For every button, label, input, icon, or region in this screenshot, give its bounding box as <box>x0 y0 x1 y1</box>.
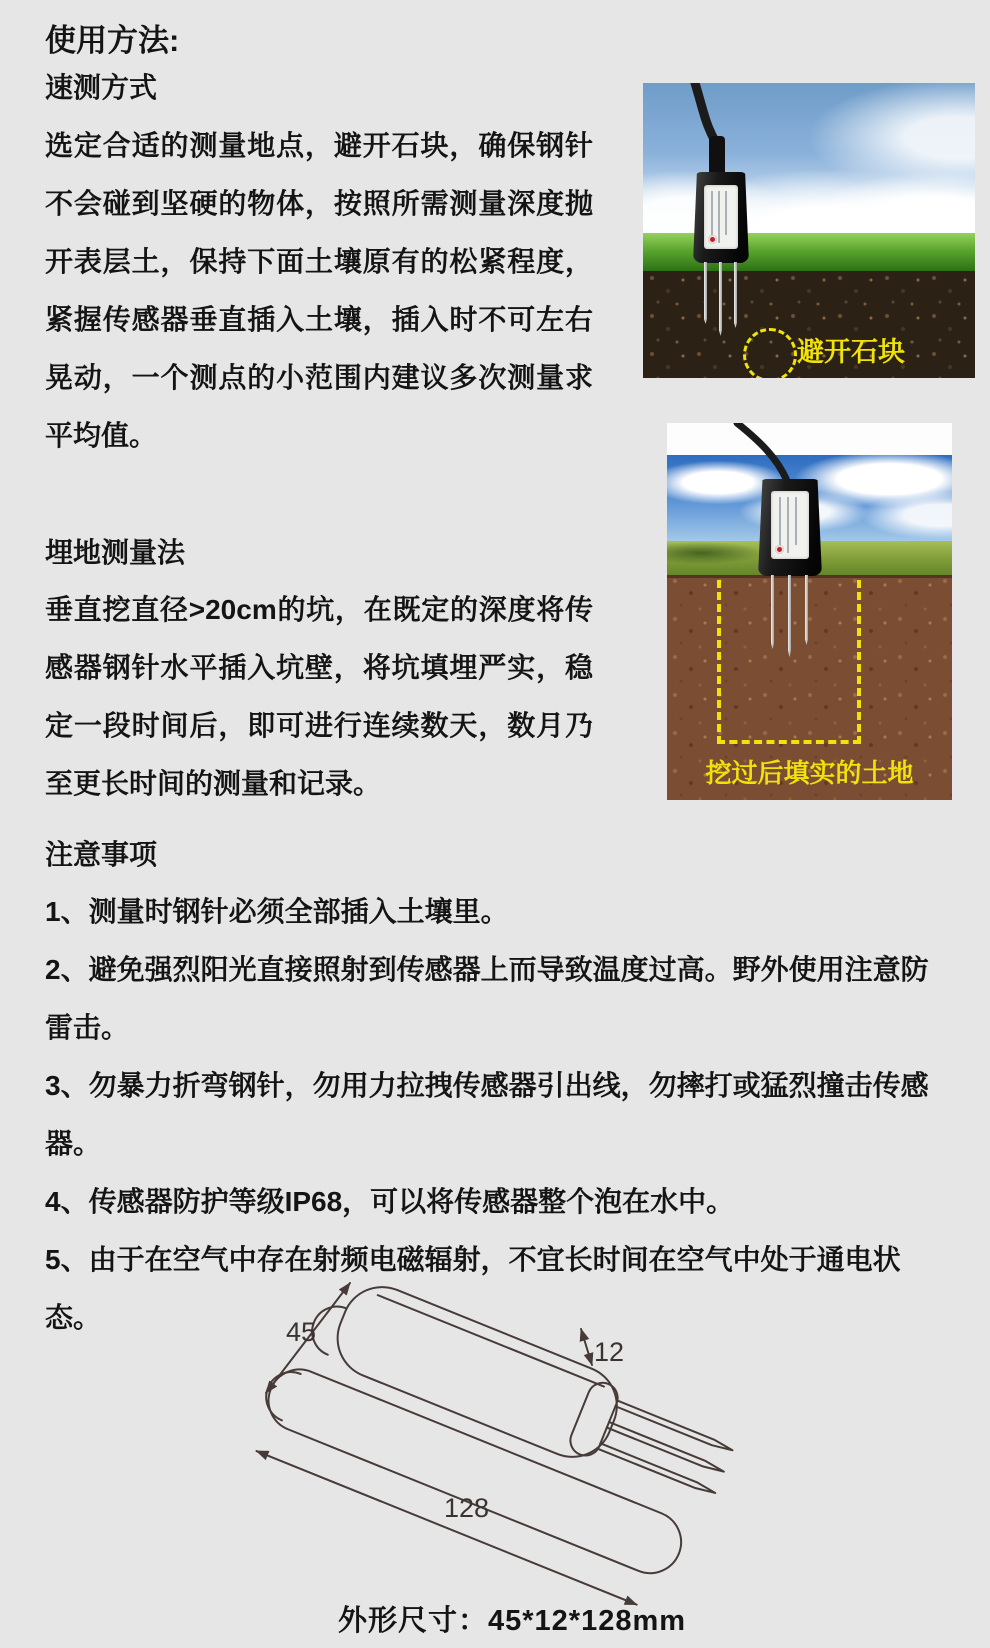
sensor-cable <box>643 83 975 263</box>
needle-outline <box>607 1422 725 1474</box>
dim-label-12: 12 <box>594 1337 625 1367</box>
note-item: 1、测量时钢针必须全部插入土壤里。 <box>45 896 509 927</box>
dimensions-caption: 外形尺寸：45*12*128mm <box>338 1605 687 1637</box>
note-item: 4、传感器防护等级IP68，可以将传感器整个泡在水中。 <box>45 1186 735 1217</box>
buried-method-heading: 埋地测量法 <box>45 537 186 568</box>
notes-heading: 注意事项 <box>45 839 158 870</box>
label-text-line <box>795 497 797 545</box>
avoid-rocks-callout: 避开石块 <box>797 337 905 367</box>
sensor-needle <box>734 262 737 328</box>
label-text-line <box>779 497 781 549</box>
buried-measure-photo <box>667 423 952 800</box>
dim-label-128: 128 <box>444 1493 490 1523</box>
dimension-drawing <box>250 1245 990 1615</box>
dim-line-12 <box>581 1329 592 1365</box>
quick-method-heading: 速测方式 <box>45 72 158 103</box>
housing-inner-line <box>378 1295 604 1386</box>
bottom-shell-inner-line <box>259 1365 301 1421</box>
dim-line-128 <box>257 1451 637 1605</box>
sensor-needle <box>719 262 722 336</box>
quick-method-paragraph: 选定合适的测量地点，避开石块，确保钢针不会碰到坚硬的物体，按照所需测量深度抛开表层土，保持下面土壤原有的松紧程度，紧握传感器垂直插入土壤，插入时不可左右晃动，一个测点的小范围内建议多次测量求平均值。 <box>45 130 593 451</box>
label-text-line <box>787 497 789 553</box>
avoid-rocks-circle <box>743 328 797 378</box>
sensor-needle <box>805 575 808 645</box>
sensor-label <box>704 185 738 249</box>
label-text-line <box>718 191 720 243</box>
note-item: 5、由于在空气中存在射频电磁辐射，不宜长时间在空气中处于通电状态。 <box>45 1244 901 1333</box>
sensor-needle <box>771 575 774 649</box>
needle-outline <box>598 1443 716 1495</box>
sensor-label <box>771 491 809 559</box>
note-item: 3、勿暴力折弯钢针，勿用力拉拽传感器引出线，勿摔打或猛烈撞击传感器。 <box>45 1070 929 1159</box>
needle-outline <box>615 1401 733 1453</box>
bottom-shell-outline <box>259 1360 690 1582</box>
sensor-body <box>758 479 822 576</box>
label-text-line <box>725 191 727 235</box>
sensor-needle <box>788 575 791 657</box>
sensor-needle <box>704 262 707 324</box>
refilled-soil-callout: 挖过后填实的土地 <box>705 758 914 788</box>
cable-gland <box>709 136 725 176</box>
sensor-body <box>693 172 749 263</box>
dim-label-45: 45 <box>286 1317 317 1347</box>
buried-method-paragraph: 垂直挖直径>20cm的坑，在既定的深度将传感器钢针水平插入坑壁，将坑填埋严实，稳定一段时间后，即可进行连续数天，数月乃至更长时间的测量和记录。 <box>45 594 593 799</box>
label-text-line <box>711 191 713 239</box>
brand-logo-icon <box>775 545 784 554</box>
brand-logo-icon <box>708 235 717 244</box>
page-title: 使用方法: <box>45 23 180 58</box>
quick-measure-photo <box>643 83 975 378</box>
note-item: 2、避免强烈阳光直接照射到传感器上而导致温度过高。野外使用注意防雷击。 <box>45 954 929 1043</box>
